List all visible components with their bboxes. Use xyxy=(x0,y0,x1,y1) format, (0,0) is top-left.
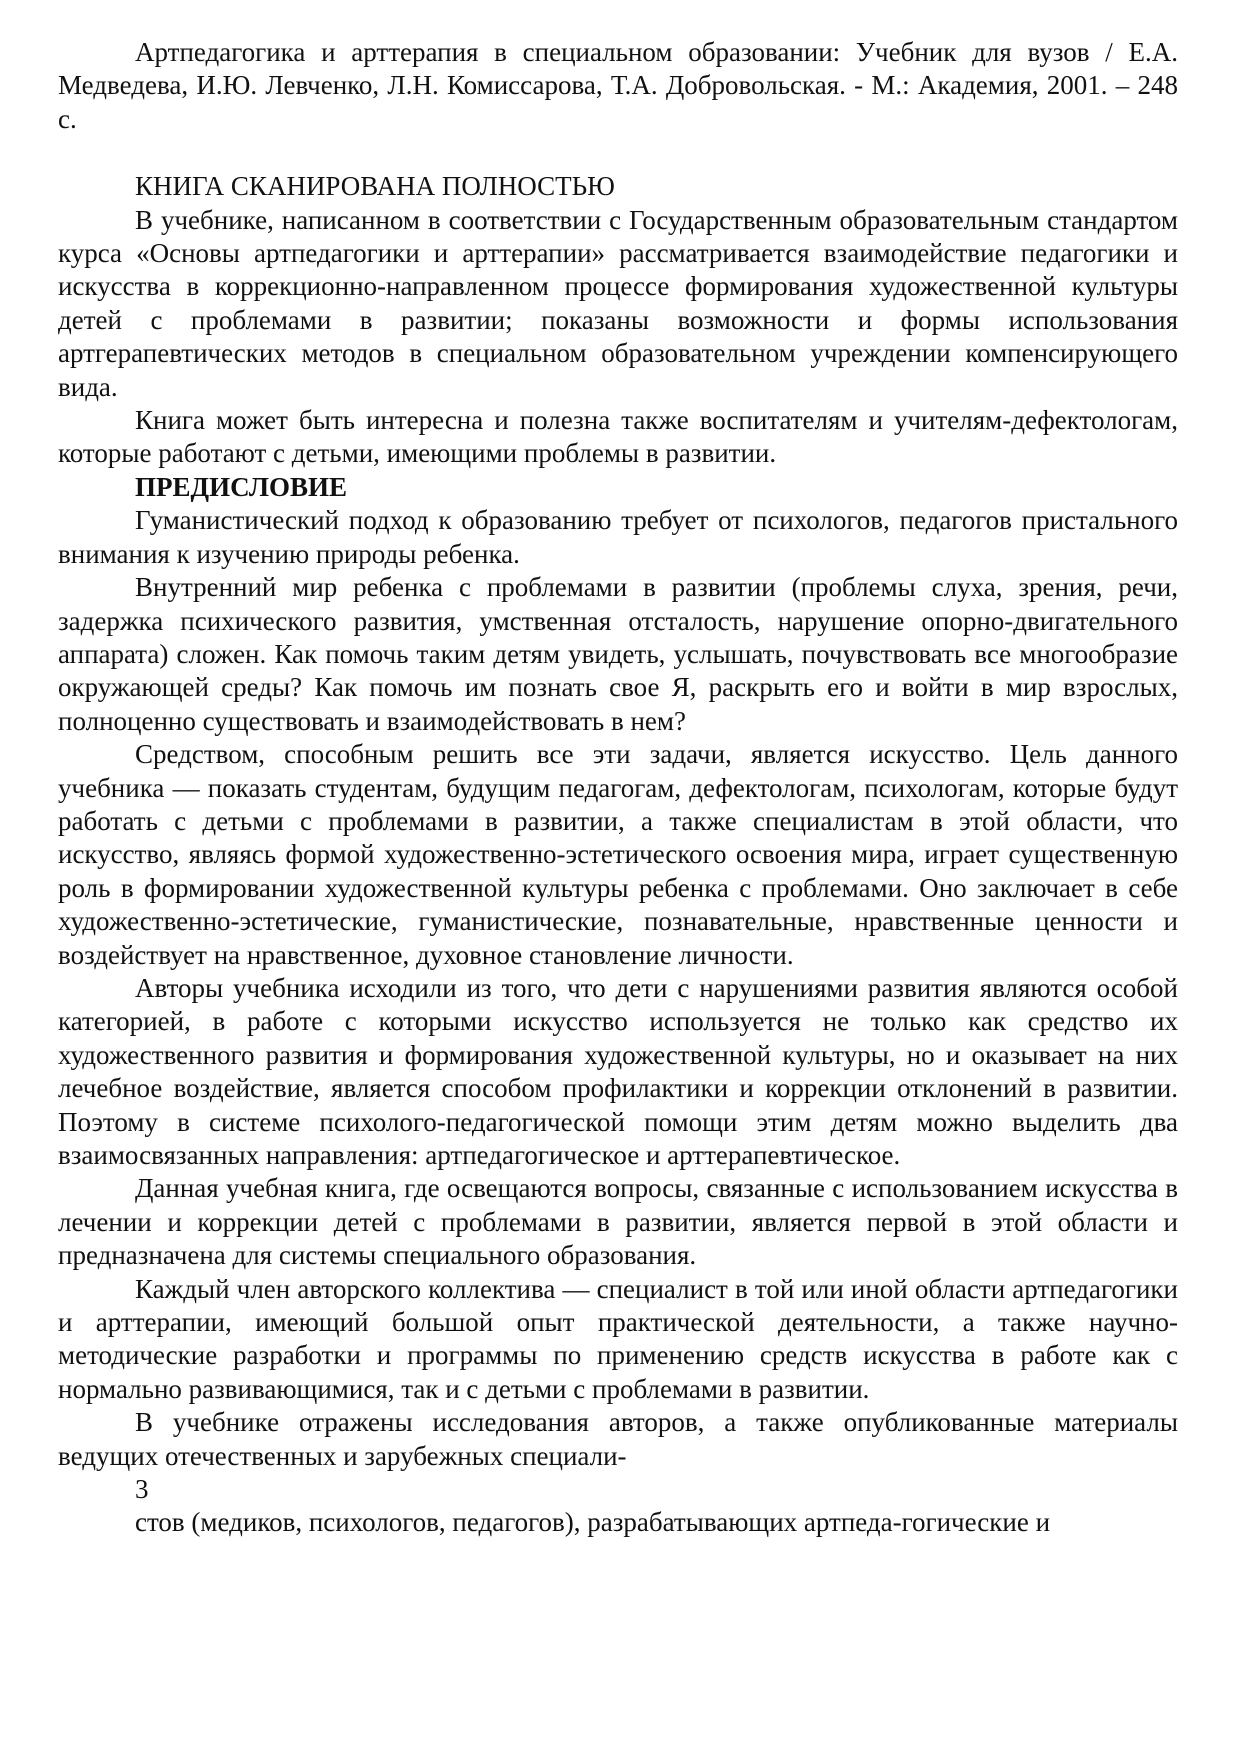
bibliography-entry: Артпедагогика и арттерапия в специальном образовании: Учебник для вузов / Е.А. Медведева, И.Ю. Левченко, Л.Н. Комиссарова, Т.А. Добровольская. - М.: Академия, 2001. – 248 с. xyxy=(58,37,1178,134)
preface-paragraph: Средством, способным решить все эти задачи, является искусство. Цель данного учебника — показать студентам, будущим педагогам, дефектологам, психологам, которые будут работать с детьми с проблемами в развитии, а также специалистам в этой области, что искусство, являясь формой художественно-эстетического освоения мира, играет существенную роль в формировании художественной культуры ребенка с проблемами. Оно заключает в себе художественно-эстетические, гуманистические, познавательные, нравственные ценности и воздействует на нравственное, духовное становление личности. xyxy=(58,739,1178,970)
scan-notice: КНИГА СКАНИРОВАНА ПОЛНОСТЬЮ xyxy=(135,171,615,202)
document-page xyxy=(58,36,1178,1540)
preface-paragraph: Авторы учебника исходили из того, что дети с нарушениями развития являются особой категорией, в работе с которыми искусство используется не только как средство их художественного развития и формирования художественной культуры, но и оказывает на них лечебное воздействие, является способом профилактики и коррекции отклонений в развитии. Поэтому в системе психолого-педагогической помощи этим детям можно выделить два взаимосвязанных направления: артпедагогическое и арттерапевтическое. xyxy=(58,972,1178,1170)
preface-paragraph: Каждый член авторского коллектива — специалист в той или иной области артпедагогики и арттерапии, имеющий большой опыт практической деятельности, а также научно-методические разработки и программы по применению средств искусства в работе как с нормально развивающимися, так и с детьми с проблемами в развитии. xyxy=(58,1273,1178,1404)
preface-paragraph: Внутренний мир ребенка с проблемами в развитии (проблемы слуха, зрения, речи, задержка психического развития, умственная отсталость, нарушение опорно-двигательного аппарата) сложен. Как помочь таким детям увидеть, услышать, почувствовать все многообразие окружающей среды? Как помочь им познать свое Я, раскрыть его и войти в мир взрослых, полноценно существовать и взаимодействовать в нем? xyxy=(58,572,1178,736)
annotation-paragraph: Книга может быть интересна и полезна также воспитателям и учителям-дефектологам, которые работают с детьми, имеющими проблемы в развитии. xyxy=(58,405,1178,469)
spacer xyxy=(58,136,1178,170)
continuation-text: стов (медиков, психологов, педагогов), разрабатывающих артпеда-гогические и xyxy=(135,1507,1051,1538)
preface-paragraph: Гуманистический подход к образованию требует от психологов, педагогов пристального внимания к изучению природы ребенка. xyxy=(58,505,1178,569)
preface-heading: ПРЕДИСЛОВИЕ xyxy=(135,471,348,502)
preface-paragraph: Данная учебная книга, где освещаются вопросы, связанные с использованием искусства в лечении и коррекции детей с проблемами в развитии, является первой в этой области и предназначена для системы специального образования. xyxy=(58,1173,1178,1271)
preface-paragraph: В учебнике отражены исследования авторов, а также опубликованные материалы ведущих отечественных и зарубежных специали- xyxy=(58,1407,1178,1471)
annotation-paragraph: В учебнике, написанном в соответствии с Государственным образовательным стандартом курса «Основы артпедагогики и арттерапии» рассматривается взаимодействие педагогики и искусства в коррекционно-направленном процессе формирования художественной культуры детей с проблемами в развитии; показаны возможности и формы использования артгерапевтических методов в специальном образовательном учреждении компенсирующего вида. xyxy=(58,204,1178,402)
page-number: 3 xyxy=(135,1474,149,1505)
